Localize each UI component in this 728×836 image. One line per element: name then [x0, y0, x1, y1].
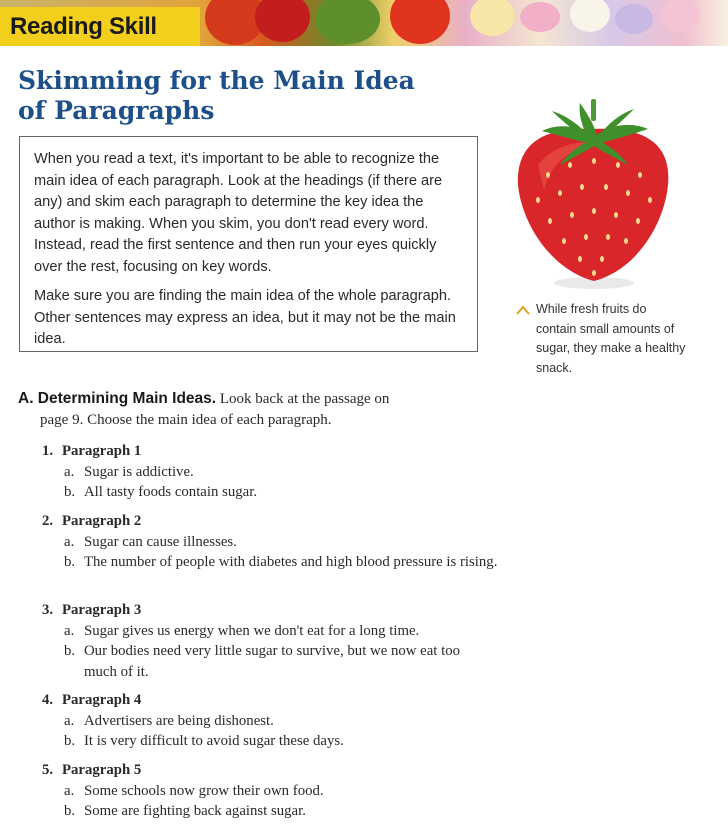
answer-option[interactable]: a. Advertisers are being dishonest.	[64, 712, 274, 729]
page-title	[18, 66, 488, 126]
question-title: 5. Paragraph 5	[42, 762, 142, 778]
caption-text: While fresh fruits do contain small amounts of sugar, they make a healthy snack.	[536, 302, 686, 375]
skill-box	[19, 136, 478, 352]
answer-option[interactable]: b. Some are fighting back against sugar.	[64, 803, 306, 819]
answer-option[interactable]: a. Sugar is addictive.	[64, 463, 194, 480]
question-title: 4. Paragraph 4	[42, 692, 142, 708]
answer-option[interactable]: b. It is very difficult to avoid sugar these days.	[64, 733, 344, 749]
instruction-line-1: Look back at the passage on	[219, 391, 390, 407]
title-line-1: Skimming for the Main Idea	[18, 66, 415, 95]
question-title: 2. Paragraph 2	[42, 513, 142, 529]
answer-option[interactable]: b. Our bodies need very little sugar to survive, but we now eat too much of it.	[64, 643, 460, 680]
question-title: 1. Paragraph 1	[42, 443, 142, 459]
question-5	[42, 760, 324, 822]
header-banner-photo	[0, 0, 728, 46]
answer-option[interactable]: a. Sugar can cause illnesses.	[64, 533, 237, 550]
photo-caption	[516, 300, 686, 378]
question-title: 3. Paragraph 3	[42, 602, 142, 618]
question-2	[42, 511, 500, 573]
answer-option[interactable]: b. All tasty foods contain sugar.	[64, 484, 258, 500]
question-4	[42, 690, 344, 752]
title-line-2: of Paragraphs	[18, 96, 215, 125]
question-3	[42, 600, 504, 682]
question-1	[42, 441, 257, 503]
section-tag: Reading Skill	[0, 7, 200, 46]
answer-option[interactable]: a. Sugar gives us energy when we don't eat for a long time.	[64, 622, 420, 639]
skill-paragraph-2: Make sure you are finding the main idea of the whole paragraph. Other sentences may express an idea, but it may not be the main idea.	[34, 288, 456, 347]
strawberry-image	[508, 95, 678, 295]
instruction-line-2: page 9. Choose the main idea of each paragraph.	[40, 412, 332, 428]
answer-option[interactable]: b. The number of people with diabetes and high blood pressure is rising.	[64, 554, 498, 570]
caret-up-icon	[516, 305, 530, 315]
exercise-section	[18, 388, 498, 819]
skill-paragraph-1: When you read a text, it's important to be able to recognize the main idea of each paragraph. Look at the headings (if there are any) and skim each paragraph to determine the key idea the author is making. When you skim, you don't read every word. Instead, read the first sentence and then run your eyes quickly over the rest, focusing on key words.	[34, 151, 443, 275]
answer-option[interactable]: a. Some schools now grow their own food.	[64, 782, 324, 799]
exercise-label: A. Determining Main Ideas.	[18, 390, 217, 407]
exercise-instruction	[18, 388, 498, 431]
